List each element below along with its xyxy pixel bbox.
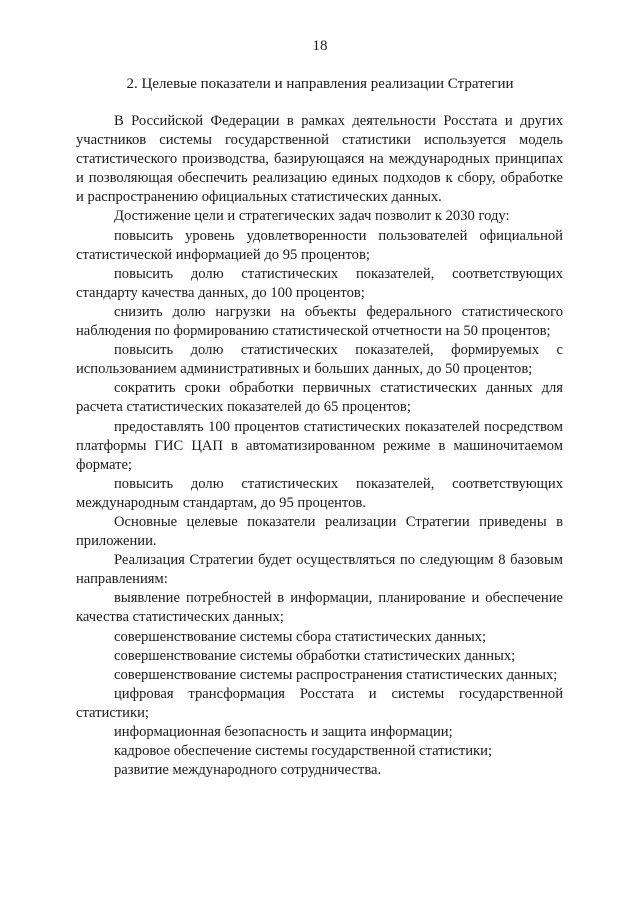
goal-item: повысить уровень удовлетворенности пользователей официальной статистической информацией до 95 процентов; [76,227,563,263]
direction-item: совершенствование системы сбора статистических данных; [114,628,487,645]
page-number: 18 [312,38,328,54]
document-body [76,112,563,780]
section-title: 2. Целевые показатели и направления реализации Стратегии [126,76,514,92]
direction-item: выявление потребностей в информации, планирование и обеспечение качества статистических данных; [76,590,563,626]
direction-item: информационная безопасность и защита информации; [114,724,453,740]
direction-item: совершенствование системы распространения статистических данных; [114,666,558,683]
direction-item: цифровая трансформация Росстата и системы государственной статистики; [76,685,563,721]
goal-item: повысить долю статистических показателей, соответствующих стандарту качества данных, до 100 процентов; [76,265,563,301]
paragraph-directions-lead: Реализация Стратегии будет осуществляться по следующим 8 базовым направлениям: [76,552,563,588]
direction-item: совершенствование системы обработки статистических данных; [114,647,516,664]
direction-item: кадровое обеспечение системы государственной статистики; [114,743,492,760]
goal-item: повысить долю статистических показателей, формируемых с использованием административных и больших данных, до 50 процентов; [76,342,563,378]
paragraph-intro: В Российской Федерации в рамках деятельности Росстата и других участников системы государственной статистики используется модель статистического производства, базирующаяся на международных принципах и позволяющая обеспечить реализацию единых подходов к сбору, обработке и распространению официальных статистических данных. [76,113,563,206]
direction-item: развитие международного сотрудничества. [114,762,382,779]
goal-item: снизить долю нагрузки на объекты федерального статистического наблюдения по формированию статистической отчетности на 50 процентов; [76,303,563,340]
paragraph-appendix-note: Основные целевые показатели реализации Стратегии приведены в приложении. [76,513,563,550]
goal-item: сократить сроки обработки первичных статистических данных для расчета статистических показателей до 65 процентов; [76,380,563,416]
goal-item: повысить долю статистических показателей, соответствующих международным стандартам, до 95 процентов. [76,475,563,511]
paragraph-goals-lead: Достижение цели и стратегических задач позволит к 2030 году: [114,208,510,225]
goal-item: предоставлять 100 процентов статистических показателей посредством платформы ГИС ЦАП в автоматизированном режиме в машиночитаемом формате; [76,418,563,473]
